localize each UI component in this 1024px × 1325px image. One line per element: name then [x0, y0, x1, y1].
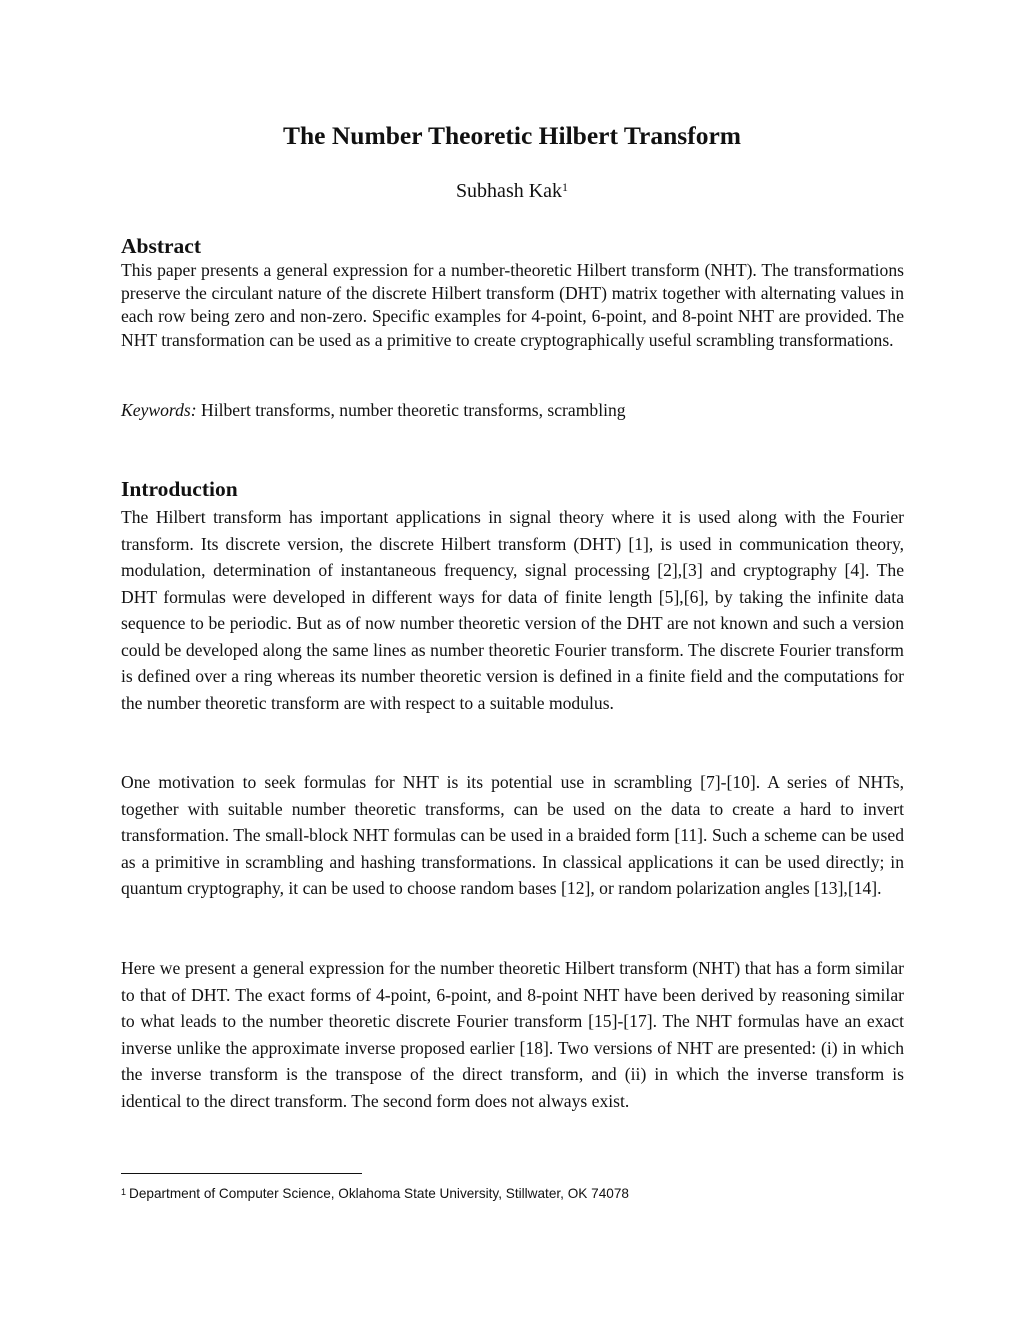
keywords-label: Keywords: — [121, 400, 197, 420]
introduction-paragraph-1: The Hilbert transform has important applications in signal theory where it is used along with the Fourier transform. Its discrete version, the discrete Hilbert transform (DHT) [1], is used in communication theory, modulation, determination of instantaneous frequency, signal processing [2],[3] and cryptography [4]. The DHT formulas were developed in different ways for data of finite length [5],[6], by taking the infinite data sequence to be periodic. But as of now number theoretic version of the DHT are not known and such a version could be developed along the same lines as number theoretic Fourier transform. The discrete Fourier transform is defined over a ring whereas its number theoretic version is defined in a finite field and the computations for the number theoretic transform are with respect to a suitable modulus. — [121, 507, 904, 713]
footnote-marker: 1 — [121, 1187, 127, 1197]
author-line — [0, 176, 1024, 206]
footnote — [121, 1184, 629, 1204]
keywords-line — [121, 398, 904, 422]
introduction-paragraph-3: Here we present a general expression for the number theoretic Hilbert transform (NHT) that has a form similar to that of DHT. The exact forms of 4-point, 6-point, and 8-point NHT have been derived by reasoning similar to what leads to the number theoretic discrete Fourier transform [15]-[17]. The NHT formulas have an exact inverse unlike the approximate inverse proposed earlier [18]. Two versions of NHT are presented: (i) in which the inverse transform is the transpose of the direct transform, and (ii) in which the inverse transform is identical to the direct transform. The second form does not always exist. — [121, 958, 904, 1111]
footnote-divider — [121, 1173, 362, 1174]
footnote-text: Department of Computer Science, Oklahoma State University, Stillwater, OK 74078 — [129, 1186, 629, 1201]
abstract-text: This paper presents a general expression for a number-theoretic Hilbert transform (NHT). The transformations preserve the circulant nature of the discrete Hilbert transform (DHT) matrix together with alternating values in each row being zero and non-zero. Specific examples for 4-point, 6-point, and 8-point NHT are provided. The NHT transformation can be used as a primitive to create cryptographically useful scrambling transformations. — [121, 260, 904, 350]
paper-title: The Number Theoretic Hilbert Transform — [282, 121, 742, 150]
author-name: Subhash Kak — [455, 180, 563, 202]
introduction-heading: Introduction — [121, 477, 238, 501]
keywords-text: Hilbert transforms, number theoretic transforms, scrambling — [196, 400, 626, 420]
abstract-heading: Abstract — [121, 234, 202, 258]
author-footnote-marker: 1 — [562, 180, 569, 194]
introduction-paragraph-2: One motivation to seek formulas for NHT is its potential use in scrambling [7]-[10]. A series of NHTs, together with suitable number theoretic transforms, can be used on the data to create a hard to invert transformation. The small-block NHT formulas can be used in a braided form [11]. Such a scheme can be used as a primitive in scrambling and hashing transformations. In classical applications it can be used directly; in quantum cryptography, it can be used to choose random bases [12], or random polarization angles [13],[14]. — [121, 772, 904, 898]
